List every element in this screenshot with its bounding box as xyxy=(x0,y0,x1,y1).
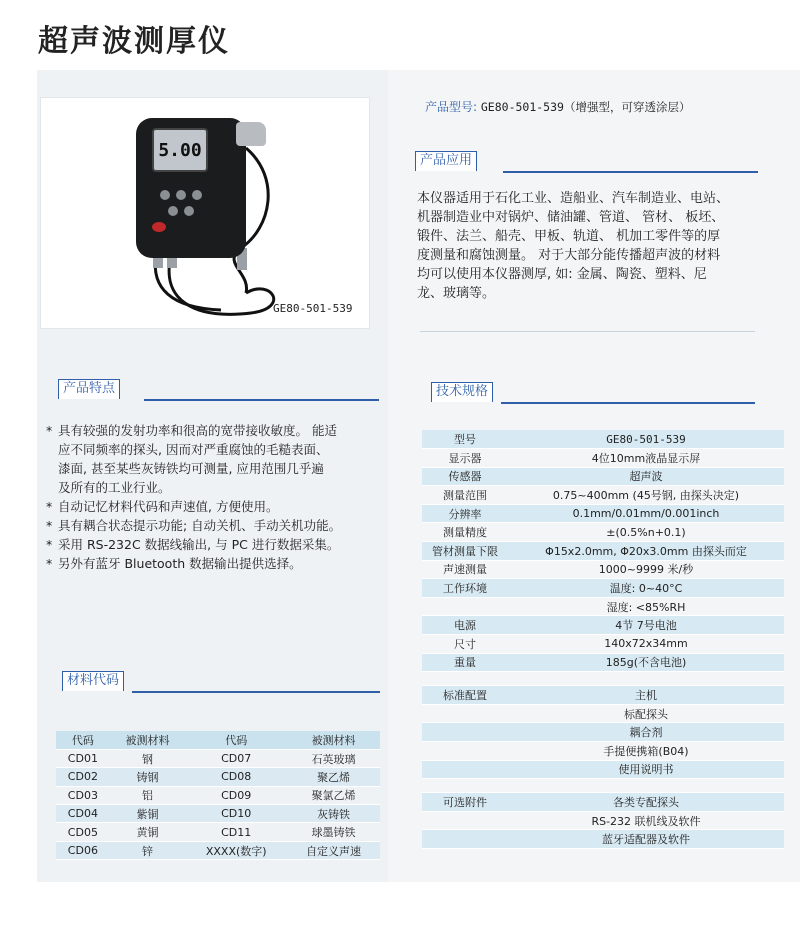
spec-row: 声速测量 1000~9999 米/秒 xyxy=(422,560,784,579)
material-row: CD04 紫铜 CD10 灰铸铁 xyxy=(56,805,380,823)
product-model-value: GE80-501-539（增强型，可穿透涂层） xyxy=(480,100,691,114)
optional-accessory-row: RS-232 联机线及软件 xyxy=(422,811,784,830)
application-heading: 产品应用 xyxy=(415,151,477,171)
section-rule xyxy=(144,399,379,401)
optional-accessory-row: 蓝牙适配器及软件 xyxy=(422,830,784,849)
lcd-screen xyxy=(152,128,208,172)
standard-config-row: 手提便携箱(B04) xyxy=(422,742,784,761)
spec-row: 型号 GE80-501-539 xyxy=(422,430,784,449)
feature-item: * 自动记忆材料代码和声速值, 方便使用。 xyxy=(44,497,384,516)
lcd-reading: 5.00 xyxy=(158,140,202,161)
material-row: CD03 铝 CD09 聚氯乙烯 xyxy=(56,786,380,804)
spec-table xyxy=(422,430,784,849)
application-line: 机器制造业中对锅炉、储油罐、管道、 管材、 板坯、 xyxy=(417,210,725,225)
features-heading: 产品特点 xyxy=(58,379,120,399)
spec-row: 测量范围 0.75~400mm (45号钢, 由探头决定) xyxy=(422,486,784,505)
spec-row: 管材测量下限 Φ15x2.0mm, Φ20x3.0mm 由探头而定 xyxy=(422,542,784,561)
photo-caption: GE80-501-539 xyxy=(273,302,353,315)
application-line: 锻件、法兰、船壳、甲板、轨道、 机加工零件等的厚 xyxy=(417,229,721,244)
material-code-table xyxy=(56,731,380,860)
thickness-gauge-device xyxy=(136,118,246,258)
application-line: 度测量和腐蚀测量。 对于大部分能传播超声波的材料 xyxy=(417,248,721,263)
application-text xyxy=(417,189,767,303)
spec-row: 工作环境 温度: 0~40°C xyxy=(422,579,784,598)
device-button-icon xyxy=(192,190,202,200)
application-section-header xyxy=(413,153,758,180)
material-table-header: 代码 被测材料 代码 被测材料 xyxy=(56,731,380,749)
device-button-icon xyxy=(184,206,194,216)
standard-config-row: 标配探头 xyxy=(422,704,784,723)
application-line: 均可以使用本仪器测厚, 如: 金属、陶瓷、塑料、尼 xyxy=(417,267,707,282)
features-list xyxy=(44,421,384,573)
device-button-icon xyxy=(160,190,170,200)
material-row: CD02 铸钢 CD08 聚乙烯 xyxy=(56,768,380,786)
power-button-icon xyxy=(152,222,166,232)
application-line: 本仪器适用于石化工业、造船业、汽车制造业、电站、 xyxy=(417,191,730,206)
material-row: CD05 黄铜 CD11 球墨铸铁 xyxy=(56,823,380,841)
spec-row: 湿度: <85%RH xyxy=(422,597,784,616)
device-button-icon xyxy=(168,206,178,216)
standard-config-row: 标准配置 主机 xyxy=(422,686,784,705)
section-rule xyxy=(503,171,758,173)
section-rule xyxy=(132,691,380,693)
standard-config-row: 耦合剂 xyxy=(422,723,784,742)
spec-row: 重量 185g(不含电池) xyxy=(422,653,784,672)
spec-row: 显示器 4位10mm液晶显示屏 xyxy=(422,449,784,468)
materials-heading: 材料代码 xyxy=(62,671,124,691)
device-button-icon xyxy=(176,190,186,200)
feature-item: * 具有耦合状态提示功能; 自动关机、手动关机功能。 xyxy=(44,516,384,535)
page-title: 超声波测厚仪 xyxy=(38,24,230,59)
spec-row: 测量精度 ±(0.5%n+0.1) xyxy=(422,523,784,542)
optional-accessory-row: 可选附件 各类专配探头 xyxy=(422,793,784,812)
spec-row: 分辨率 0.1mm/0.01mm/0.001inch xyxy=(422,504,784,523)
spec-row: 尺寸 140x72x34mm xyxy=(422,635,784,654)
application-line: 龙、玻璃等。 xyxy=(417,286,496,301)
product-photo xyxy=(40,97,370,329)
materials-section-header xyxy=(48,673,380,700)
standard-config-row: 使用说明书 xyxy=(422,760,784,779)
divider xyxy=(420,331,755,332)
material-row: CD06 锌 XXXX(数字) 自定义声速 xyxy=(56,841,380,859)
spec-row: 传感器 超声波 xyxy=(422,467,784,486)
spec-row: 电源 4节 7号电池 xyxy=(422,616,784,635)
feature-item: * 采用 RS-232C 数据线输出, 与 PC 进行数据采集。 xyxy=(44,535,384,554)
probe-icon xyxy=(236,122,266,146)
features-section-header xyxy=(44,381,379,408)
specs-heading: 技术规格 xyxy=(431,382,493,402)
material-row: CD01 钢 CD07 石英玻璃 xyxy=(56,749,380,767)
product-model-label: 产品型号: xyxy=(425,100,478,114)
specs-section-header xyxy=(417,384,755,411)
product-model-line xyxy=(425,98,690,115)
feature-item: * 具有较强的发射功率和很高的宽带接收敏度。 能适 应不同频率的探头, 因而对严重腐蚀的毛糙表面、 漆面, 甚至某些灰铸铁均可测量, 应用范围几乎遍 及所有的工业行业。 xyxy=(44,421,384,497)
feature-item: * 另外有蓝牙 Bluetooth 数据输出提供选择。 xyxy=(44,554,384,573)
section-rule xyxy=(501,402,755,404)
